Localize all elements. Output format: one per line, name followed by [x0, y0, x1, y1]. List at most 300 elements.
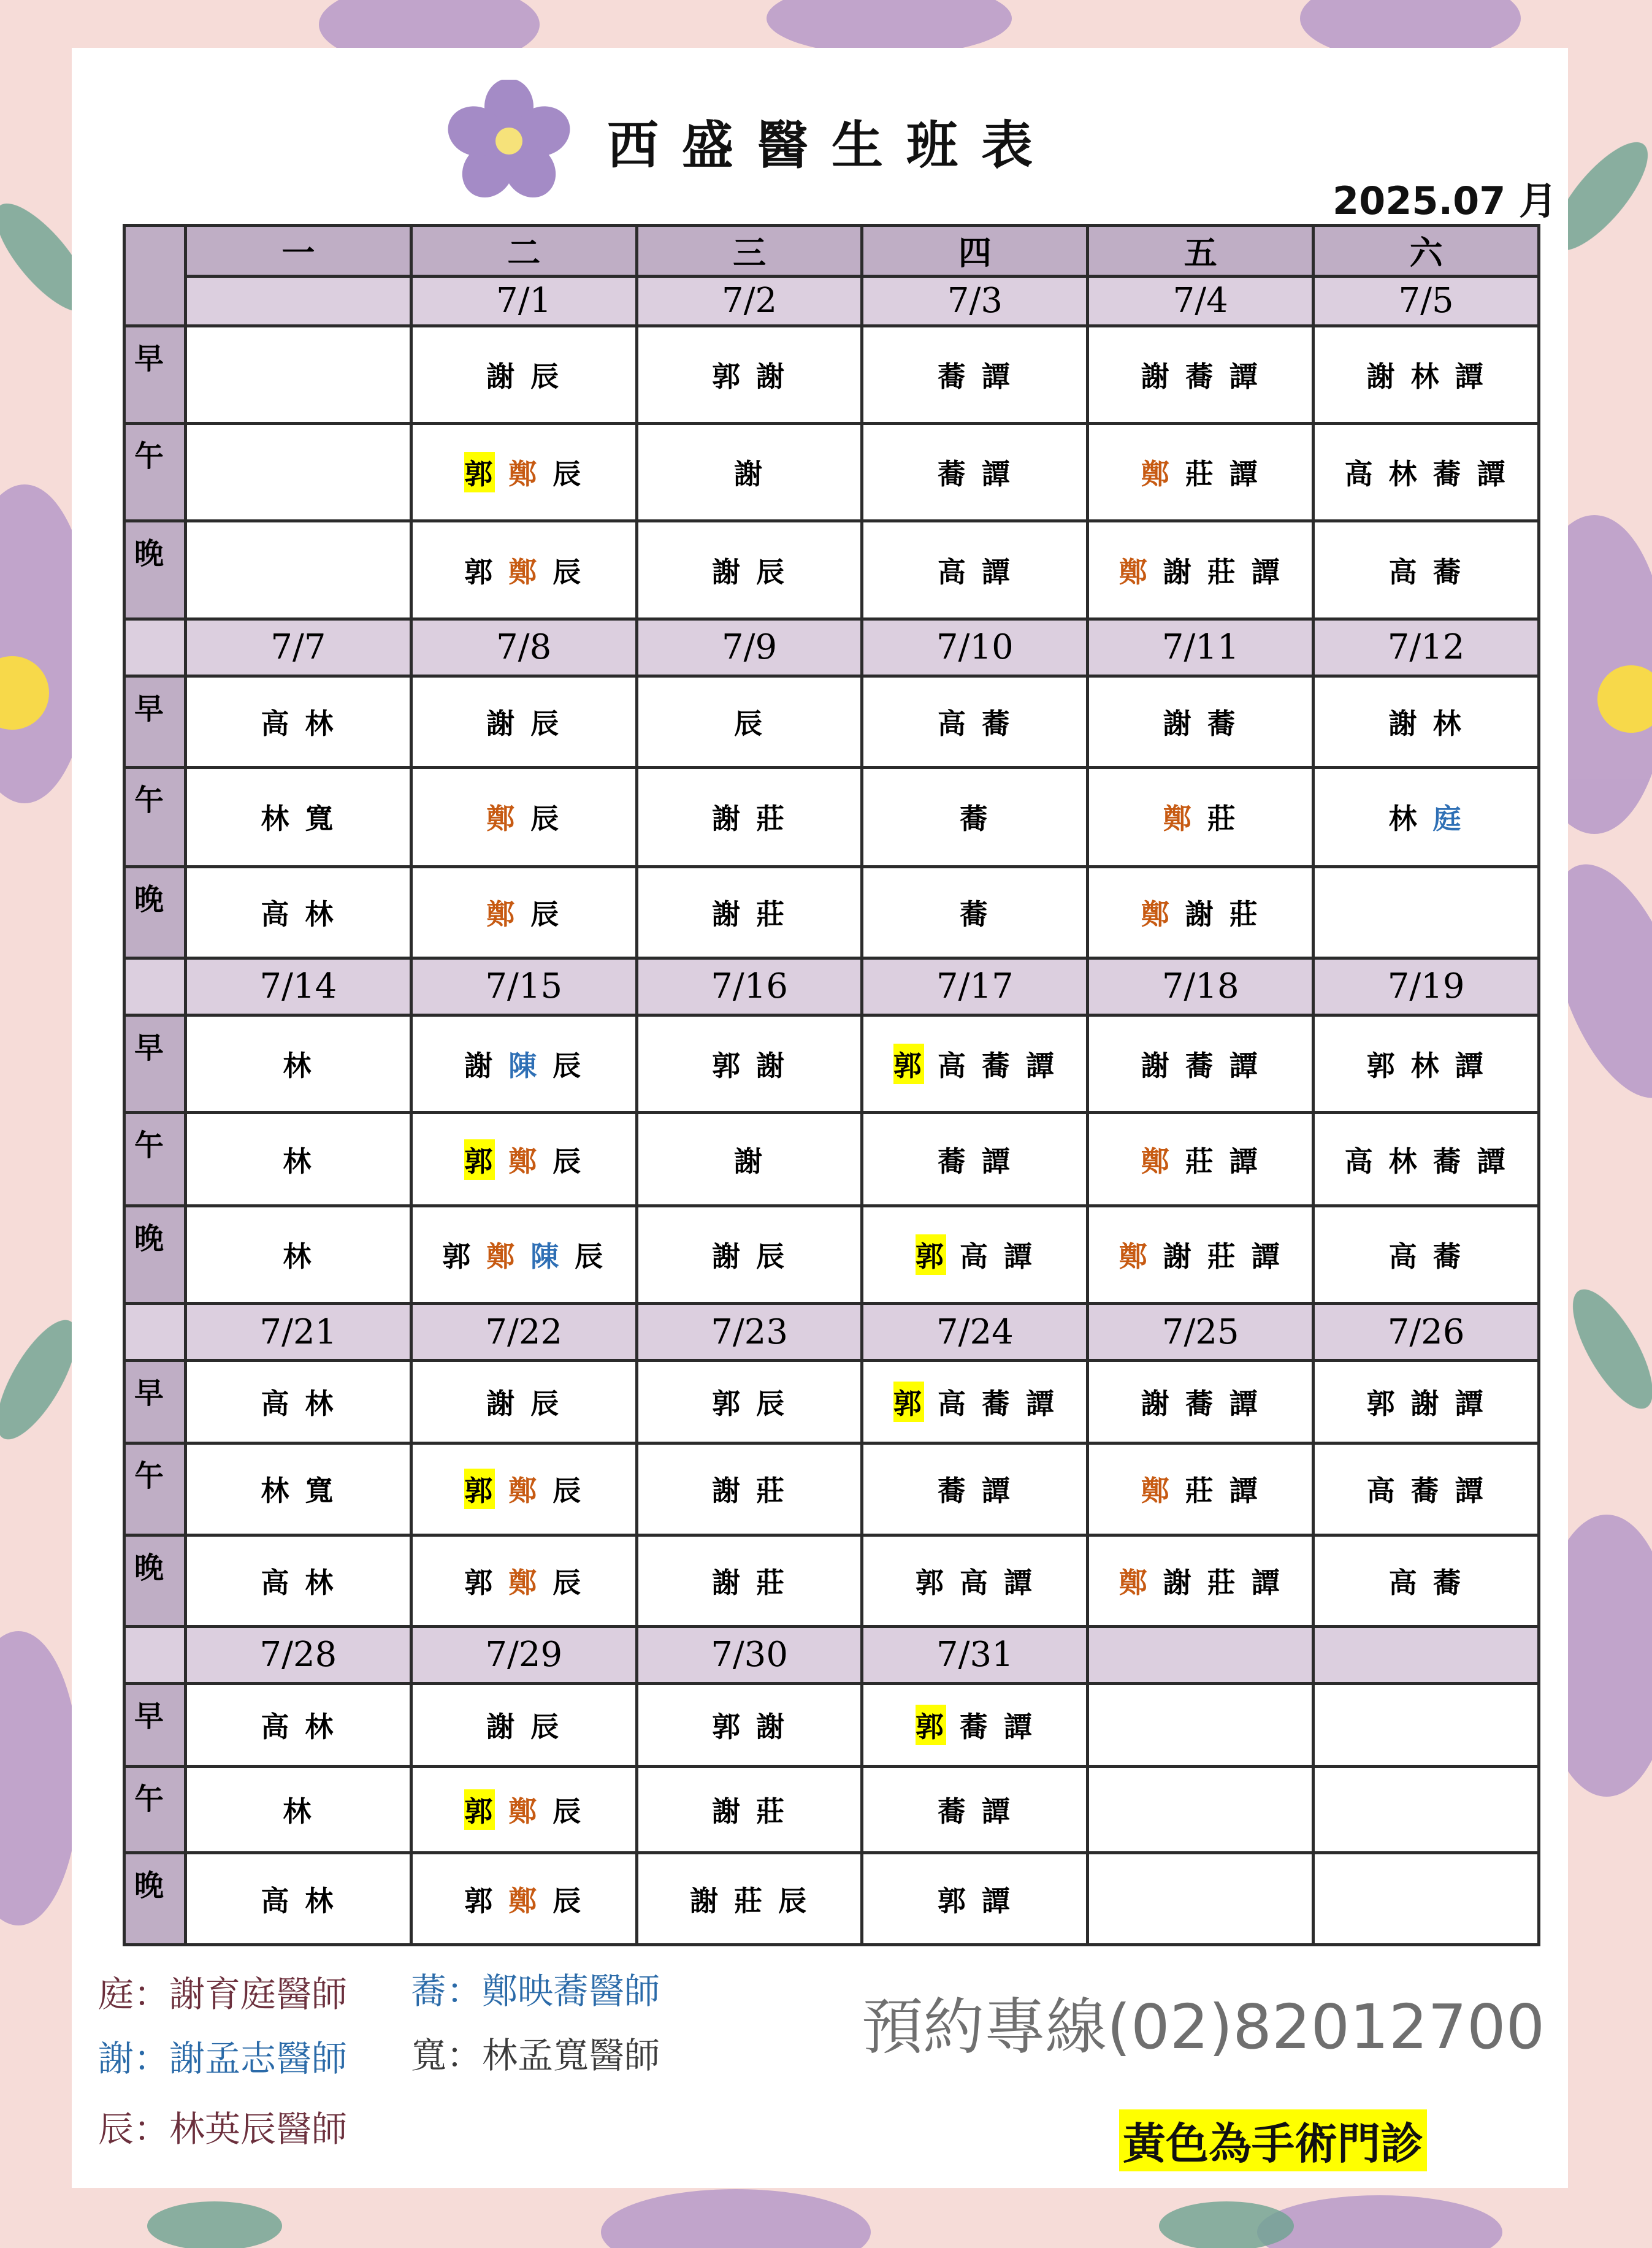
doctor-name: 蕎 — [981, 1387, 1012, 1421]
doctor-name: 郭 — [937, 1884, 968, 1917]
doctor-name: 譚 — [1003, 1710, 1034, 1744]
doctor-name: 譚 — [1229, 1144, 1260, 1178]
schedule-cell — [862, 1443, 1088, 1535]
shift-label: 午 — [124, 1767, 186, 1853]
schedule-cell — [862, 1361, 1088, 1443]
shift-label: 早 — [124, 1683, 186, 1766]
schedule-cell — [1088, 1853, 1314, 1945]
schedule-cell — [186, 1206, 411, 1303]
doctor-name: 鄭 — [1141, 457, 1172, 491]
doctor-name: 謝 — [486, 359, 518, 393]
shift-row — [124, 1683, 1539, 1766]
shift-row — [124, 866, 1539, 958]
schedule-cell — [1314, 1443, 1539, 1535]
schedule-cell — [1314, 1767, 1539, 1853]
doctor-name: 謝 — [734, 1144, 765, 1178]
schedule-cell — [186, 1361, 411, 1443]
shift-row — [124, 423, 1539, 521]
doctor-name: 謝 — [1141, 359, 1172, 393]
doctor-name: 蕎 — [959, 1710, 990, 1744]
shift-label: 晚 — [124, 866, 186, 958]
day-header: 六 — [1314, 226, 1539, 277]
schedule-cell — [1088, 423, 1314, 521]
legend-kuan: 寬：林孟寬醫師 — [411, 2035, 660, 2076]
shift-label: 午 — [124, 423, 186, 521]
doctor-name: 莊 — [1207, 1566, 1238, 1599]
schedule-cell — [411, 1113, 637, 1206]
doctor-name: 郭 — [464, 1469, 495, 1509]
legend-chen: 辰：林英辰醫師 — [98, 2108, 348, 2150]
date-cell: 7/23 — [637, 1304, 862, 1361]
schedule-cell — [1314, 1113, 1539, 1206]
schedule-cell — [862, 1767, 1088, 1853]
schedule-cell — [411, 1683, 637, 1766]
corner-cell — [124, 226, 186, 326]
page-title: 西盛醫生班表 — [607, 115, 1057, 175]
doctor-name: 謝 — [734, 457, 765, 491]
doctor-name: 譚 — [981, 1884, 1012, 1917]
schedule-cell — [1314, 1535, 1539, 1626]
doctor-name: 蕎 — [937, 1144, 968, 1178]
date-cell: 7/4 — [1088, 276, 1314, 326]
shift-label: 早 — [124, 676, 186, 767]
schedule-cell — [411, 866, 637, 958]
legend-ting: 庭：謝育庭醫師 — [98, 1973, 348, 2015]
schedule-cell — [411, 1853, 637, 1945]
shift-label: 早 — [124, 1015, 186, 1112]
doctor-name: 高 — [937, 1387, 968, 1421]
schedule-table — [123, 224, 1540, 1946]
shift-row — [124, 326, 1539, 423]
doctor-name: 鄭 — [508, 1566, 540, 1599]
doctor-name: 高 — [1344, 1144, 1375, 1178]
schedule-cell — [411, 1206, 637, 1303]
doctor-name: 莊 — [1229, 897, 1260, 931]
shift-label: 午 — [124, 1113, 186, 1206]
doctor-name: 譚 — [1477, 1144, 1508, 1178]
doctor-name: 莊 — [1185, 1474, 1216, 1508]
doctor-name: 謝 — [1163, 1239, 1194, 1273]
shift-label: 早 — [124, 326, 186, 423]
shift-label: 早 — [124, 1361, 186, 1443]
date-row-spacer — [124, 619, 186, 676]
doctor-name: 郭 — [915, 1566, 946, 1599]
schedule-cell — [637, 1443, 862, 1535]
doctor-name: 郭 — [712, 1049, 743, 1083]
shift-row — [124, 1361, 1539, 1443]
doctor-name: 郭 — [712, 1710, 743, 1744]
day-header: 三 — [637, 226, 862, 277]
doctor-name: 謝 — [712, 1239, 743, 1273]
doctor-name: 寬 — [305, 1474, 336, 1508]
schedule-cell — [1088, 1767, 1314, 1853]
surgery-note: 黃色為手術門診 — [1119, 2109, 1427, 2171]
date-header-row — [124, 619, 1539, 676]
schedule-cell — [1088, 1361, 1314, 1443]
doctor-name: 譚 — [981, 457, 1012, 491]
schedule-cell — [411, 676, 637, 767]
schedule-cell — [1314, 866, 1539, 958]
doctor-name: 高 — [937, 1049, 968, 1083]
doctor-name: 謝 — [756, 359, 787, 393]
schedule-cell — [862, 1015, 1088, 1112]
doctor-name: 高 — [1366, 1474, 1398, 1508]
doctor-name: 鄭 — [486, 897, 518, 931]
day-header: 二 — [411, 226, 637, 277]
doctor-name: 辰 — [553, 1884, 584, 1917]
date-header-row — [124, 958, 1539, 1015]
doctor-name: 蕎 — [1185, 1387, 1216, 1421]
doctor-name: 林 — [1388, 457, 1420, 491]
doctor-name: 謝 — [1185, 897, 1216, 931]
doctor-name: 高 — [261, 1884, 292, 1917]
schedule-cell — [1314, 1361, 1539, 1443]
schedule-cell — [186, 1767, 411, 1853]
schedule-cell — [1088, 1015, 1314, 1112]
schedule-body — [124, 226, 1539, 1945]
date-cell: 7/16 — [637, 958, 862, 1015]
doctor-name: 謝 — [756, 1710, 787, 1744]
doctor-name: 蕎 — [1185, 359, 1216, 393]
schedule-cell — [186, 1113, 411, 1206]
doctor-name: 辰 — [778, 1884, 809, 1917]
doctor-name: 譚 — [1229, 1049, 1260, 1083]
doctor-name: 高 — [959, 1566, 990, 1599]
date-header-row — [124, 1627, 1539, 1684]
schedule-cell — [637, 1113, 862, 1206]
date-cell — [1314, 1627, 1539, 1684]
doctor-name: 鄭 — [508, 1884, 540, 1917]
doctor-name: 郭 — [464, 1884, 495, 1917]
doctor-name: 譚 — [1455, 359, 1486, 393]
doctor-name: 莊 — [756, 1795, 787, 1829]
date-cell: 7/22 — [411, 1304, 637, 1361]
doctor-name: 林 — [283, 1239, 314, 1273]
date-cell: 7/12 — [1314, 619, 1539, 676]
doctor-name: 林 — [305, 1566, 336, 1599]
schedule-cell — [186, 676, 411, 767]
doctor-name: 鄭 — [486, 1239, 518, 1273]
schedule-cell — [1314, 1015, 1539, 1112]
schedule-cell — [637, 768, 862, 866]
booking-hotline: 預約專線(02)82012700 — [862, 1991, 1545, 2063]
doctor-name: 謝 — [712, 555, 743, 589]
doctor-name: 辰 — [530, 1710, 562, 1744]
doctor-name: 林 — [1388, 802, 1420, 836]
doctor-name: 譚 — [1025, 1049, 1057, 1083]
date-cell: 7/5 — [1314, 276, 1539, 326]
schedule-cell — [862, 676, 1088, 767]
schedule-cell — [637, 1206, 862, 1303]
doctor-name: 辰 — [575, 1239, 606, 1273]
schedule-cell — [1314, 768, 1539, 866]
doctor-name: 辰 — [553, 1566, 584, 1599]
doctor-name: 蕎 — [981, 706, 1012, 740]
schedule-cell — [862, 521, 1088, 619]
schedule-cell — [186, 866, 411, 958]
schedule-cell — [411, 1535, 637, 1626]
doctor-name: 鄭 — [508, 1144, 540, 1178]
doctor-name: 蕎 — [937, 457, 968, 491]
doctor-name: 林 — [283, 1795, 314, 1829]
schedule-cell — [1314, 676, 1539, 767]
doctor-name: 林 — [1388, 1144, 1420, 1178]
day-header: 五 — [1088, 226, 1314, 277]
doctor-name: 辰 — [734, 706, 765, 740]
schedule-cell — [1088, 866, 1314, 958]
doctor-name: 蕎 — [981, 1049, 1012, 1083]
doctor-name: 辰 — [756, 1387, 787, 1421]
doctor-name: 蕎 — [937, 1474, 968, 1508]
date-cell: 7/15 — [411, 958, 637, 1015]
doctor-name: 謝 — [486, 1387, 518, 1421]
doctor-name: 林 — [261, 1474, 292, 1508]
schedule-cell — [1314, 1853, 1539, 1945]
date-cell: 7/14 — [186, 958, 411, 1015]
schedule-cell — [1088, 1683, 1314, 1766]
doctor-name: 郭 — [893, 1044, 924, 1084]
doctor-name: 林 — [1410, 359, 1442, 393]
title-area — [448, 71, 1056, 212]
doctor-name: 譚 — [981, 1144, 1012, 1178]
shift-row — [124, 1015, 1539, 1112]
schedule-cell — [411, 1361, 637, 1443]
doctor-name: 林 — [261, 802, 292, 836]
doctor-name: 高 — [937, 555, 968, 589]
schedule-cell — [862, 1683, 1088, 1766]
doctor-name: 譚 — [1229, 1474, 1260, 1508]
doctor-name: 郭 — [712, 359, 743, 393]
doctor-name: 郭 — [464, 1566, 495, 1599]
doctor-name: 高 — [959, 1239, 990, 1273]
doctor-name: 謝 — [1366, 359, 1398, 393]
doctor-name: 林 — [305, 1710, 336, 1744]
schedule-cell — [186, 768, 411, 866]
schedule-cell — [411, 1767, 637, 1853]
doctor-name: 林 — [305, 706, 336, 740]
schedule-cell — [637, 521, 862, 619]
legend-xie: 謝：謝孟志醫師 — [98, 2038, 348, 2079]
doctor-name: 高 — [1388, 555, 1420, 589]
doctor-name: 譚 — [1455, 1474, 1486, 1508]
date-cell: 7/28 — [186, 1627, 411, 1684]
doctor-name: 蕎 — [1432, 457, 1464, 491]
doctor-name: 謝 — [712, 897, 743, 931]
schedule-cell — [862, 1113, 1088, 1206]
schedule-cell — [637, 1853, 862, 1945]
doctor-name: 辰 — [530, 706, 562, 740]
doctor-name: 高 — [261, 897, 292, 931]
schedule-cell — [862, 1206, 1088, 1303]
schedule-cell — [186, 521, 411, 619]
doctor-name: 高 — [1388, 1566, 1420, 1599]
doctor-name: 鄭 — [508, 1474, 540, 1508]
doctor-name: 蕎 — [1432, 555, 1464, 589]
date-header-row — [124, 1304, 1539, 1361]
doctor-name: 謝 — [1163, 1566, 1194, 1599]
doctor-name: 辰 — [530, 802, 562, 836]
doctor-name: 莊 — [1185, 1144, 1216, 1178]
doctor-name: 郭 — [916, 1705, 946, 1745]
schedule-cell — [411, 1443, 637, 1535]
date-cell: 7/2 — [637, 276, 862, 326]
doctor-name: 譚 — [1477, 457, 1508, 491]
doctor-name: 辰 — [530, 897, 562, 931]
date-cell: 7/7 — [186, 619, 411, 676]
schedule-cell — [637, 1361, 862, 1443]
doctor-name: 郭 — [712, 1387, 743, 1421]
doctor-name: 莊 — [1207, 555, 1238, 589]
doctor-name: 林 — [283, 1144, 314, 1178]
doctor-name: 鄭 — [1119, 1239, 1150, 1273]
doctor-name: 鄭 — [1141, 897, 1172, 931]
doctor-name: 郭 — [442, 1239, 473, 1273]
shift-row — [124, 521, 1539, 619]
schedule-cell — [186, 1683, 411, 1766]
doctor-name: 高 — [261, 1387, 292, 1421]
doctor-name: 莊 — [1207, 802, 1238, 836]
shift-row — [124, 1443, 1539, 1535]
shift-label: 午 — [124, 1443, 186, 1535]
doctor-name: 鄭 — [1119, 555, 1150, 589]
doctor-name: 郭 — [1366, 1387, 1398, 1421]
doctor-name: 郭 — [464, 1139, 495, 1180]
doctor-name: 譚 — [1003, 1566, 1034, 1599]
schedule-cell — [186, 1853, 411, 1945]
doctor-name: 謝 — [690, 1884, 721, 1917]
doctor-name: 謝 — [1410, 1387, 1442, 1421]
doctor-name: 辰 — [530, 359, 562, 393]
month-label: 2025.07 月 — [1333, 178, 1557, 223]
date-cell: 7/19 — [1314, 958, 1539, 1015]
shift-label: 晚 — [124, 521, 186, 619]
doctor-name: 高 — [261, 1566, 292, 1599]
date-cell: 7/30 — [637, 1627, 862, 1684]
doctor-name: 郭 — [464, 555, 495, 589]
doctor-name: 辰 — [553, 1795, 584, 1829]
date-cell: 7/3 — [862, 276, 1088, 326]
schedule-cell — [1088, 768, 1314, 866]
schedule-cell — [1314, 326, 1539, 423]
doctor-name: 譚 — [1251, 1566, 1282, 1599]
doctor-name: 譚 — [1229, 359, 1260, 393]
shift-row — [124, 1535, 1539, 1626]
doctor-name: 鄭 — [508, 555, 540, 589]
doctor-name: 謝 — [1388, 706, 1420, 740]
shift-label: 晚 — [124, 1206, 186, 1303]
doctor-name: 鄭 — [508, 1795, 540, 1829]
schedule-cell — [637, 1535, 862, 1626]
doctor-name: 高 — [261, 706, 292, 740]
schedule-cell — [862, 768, 1088, 866]
date-row-spacer — [124, 958, 186, 1015]
doctor-name: 莊 — [756, 897, 787, 931]
schedule-cell — [637, 1767, 862, 1853]
doctor-name: 謝 — [1163, 555, 1194, 589]
day-header-row — [124, 226, 1539, 277]
doctor-name: 辰 — [553, 1049, 584, 1083]
flower-icon — [448, 80, 570, 202]
doctor-name: 庭 — [1432, 802, 1464, 836]
doctor-name: 郭 — [464, 452, 495, 492]
shift-row — [124, 676, 1539, 767]
doctor-name: 辰 — [553, 1474, 584, 1508]
doctor-name: 辰 — [553, 555, 584, 589]
schedule-cell — [637, 1683, 862, 1766]
doctor-name: 高 — [1388, 1239, 1420, 1273]
doctor-name: 譚 — [981, 1795, 1012, 1829]
doctor-name: 高 — [937, 706, 968, 740]
doctor-name: 鄭 — [486, 802, 518, 836]
doctor-name: 譚 — [981, 1474, 1012, 1508]
schedule-cell — [1088, 521, 1314, 619]
schedule-cell — [862, 866, 1088, 958]
date-cell: 7/11 — [1088, 619, 1314, 676]
date-cell: 7/8 — [411, 619, 637, 676]
day-header: 一 — [186, 226, 411, 277]
doctor-name: 謝 — [712, 802, 743, 836]
schedule-cell — [186, 423, 411, 521]
date-header-row — [124, 276, 1539, 326]
shift-row — [124, 1206, 1539, 1303]
schedule-cell — [1088, 1113, 1314, 1206]
doctor-name: 林 — [1410, 1049, 1442, 1083]
doctor-name: 辰 — [530, 1387, 562, 1421]
date-cell: 7/26 — [1314, 1304, 1539, 1361]
day-header: 四 — [862, 226, 1088, 277]
shift-label: 晚 — [124, 1535, 186, 1626]
date-cell — [186, 276, 411, 326]
doctor-name: 莊 — [756, 802, 787, 836]
doctor-name: 鄭 — [1119, 1566, 1150, 1599]
doctor-name: 譚 — [1251, 555, 1282, 589]
date-cell: 7/1 — [411, 276, 637, 326]
doctor-name: 謝 — [1163, 706, 1194, 740]
doctor-name: 高 — [261, 1710, 292, 1744]
legend-qiao: 蕎：鄭映蕎醫師 — [411, 1970, 660, 2012]
doctor-name: 郭 — [1366, 1049, 1398, 1083]
schedule-cell — [411, 423, 637, 521]
shift-row — [124, 768, 1539, 866]
doctor-name: 莊 — [1185, 457, 1216, 491]
date-cell: 7/17 — [862, 958, 1088, 1015]
doctor-name: 謝 — [756, 1049, 787, 1083]
doctor-name: 陳 — [508, 1049, 540, 1083]
schedule-cell — [1088, 676, 1314, 767]
schedule-cell — [411, 521, 637, 619]
schedule-cell — [1088, 1206, 1314, 1303]
schedule-cell — [637, 866, 862, 958]
doctor-name: 譚 — [1025, 1387, 1057, 1421]
schedule-cell — [411, 1015, 637, 1112]
date-row-spacer — [124, 1304, 186, 1361]
date-cell — [1088, 1627, 1314, 1684]
doctor-name: 蕎 — [1207, 706, 1238, 740]
doctor-name: 郭 — [464, 1789, 495, 1830]
doctor-name: 郭 — [893, 1382, 924, 1422]
doctor-name: 林 — [305, 1884, 336, 1917]
schedule-cell — [1314, 1683, 1539, 1766]
doctor-name: 郭 — [916, 1234, 946, 1275]
schedule-cell — [411, 768, 637, 866]
doctor-name: 鄭 — [1163, 802, 1194, 836]
schedule-cell — [411, 326, 637, 423]
doctor-name: 謝 — [712, 1795, 743, 1829]
shift-row — [124, 1113, 1539, 1206]
shift-label: 晚 — [124, 1853, 186, 1945]
shift-label: 午 — [124, 768, 186, 866]
doctor-name: 蕎 — [1432, 1566, 1464, 1599]
